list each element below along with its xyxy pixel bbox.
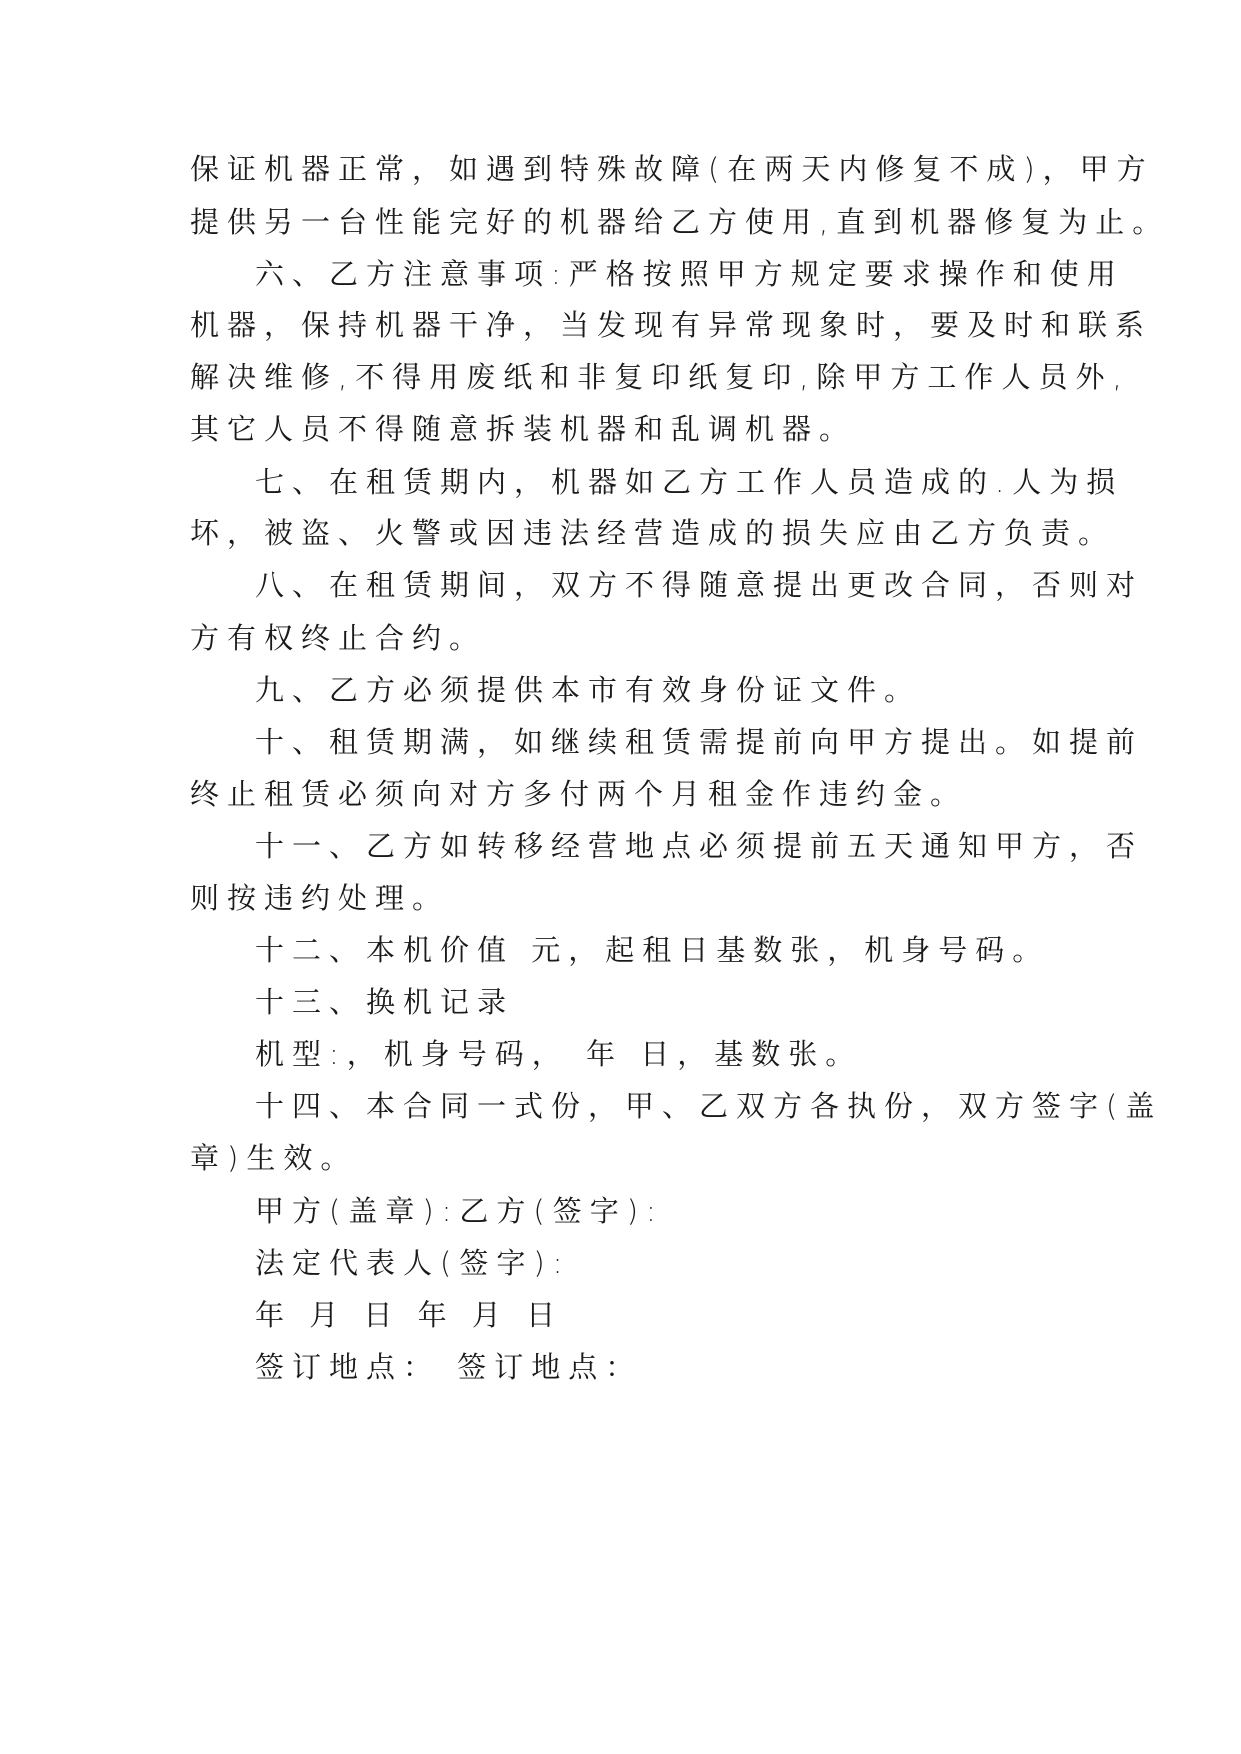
text-line: 机器，保持机器干净，当发现有异常现象时，要及时和联系 <box>190 308 1153 342</box>
text-line: 签订地点： 签订地点： <box>255 1350 643 1384</box>
text-line: 年 月 日 年 月 日 <box>255 1298 564 1332</box>
text-line: 解决维修,不得用废纸和非复印纸复印,除甲方工作人员外, <box>190 360 1130 394</box>
text-line: 则按违约处理。 <box>190 881 450 915</box>
text-line: 坏，被盗、火警或因违法经营造成的损失应由乙方负责。 <box>190 516 1116 550</box>
text-line: 其它人员不得随意拆装机器和乱调机器。 <box>190 412 857 446</box>
text-line: 十一、乙方如转移经营地点必须提前五天通知甲方，否 <box>255 829 1144 863</box>
text-line: 提供另一台性能完好的机器给乙方使用,直到机器修复为止。 <box>190 205 1170 239</box>
text-line: 七、在租赁期内，机器如乙方工作人员造成的.人为损 <box>255 465 1124 499</box>
text-line: 机型:，机身号码， 年 日，基数张。 <box>255 1037 863 1071</box>
text-line: 八、在租赁期间，双方不得随意提出更改合同，否则对 <box>255 568 1144 602</box>
text-line: 法定代表人(签字): <box>255 1246 571 1280</box>
text-line: 六、乙方注意事项:严格按照甲方规定要求操作和使用 <box>255 257 1124 291</box>
text-line: 保证机器正常，如遇到特殊故障(在两天内修复不成)，甲方 <box>190 152 1154 186</box>
text-line: 九、乙方必须提供本市有效身份证文件。 <box>255 673 922 707</box>
text-line: 方有权终止合约。 <box>190 621 487 655</box>
text-line: 十、租赁期满，如继续租赁需提前向甲方提出。如提前 <box>255 725 1144 759</box>
text-line: 十三、换机记录 <box>255 985 515 1019</box>
text-line: 章)生效。 <box>190 1141 358 1175</box>
text-line: 甲方(盖章):乙方(签字): <box>255 1194 664 1228</box>
text-line: 十二、本机价值 元，起租日基数张，机身号码。 <box>255 933 1050 967</box>
text-line: 终止租赁必须向对方多付两个月租金作违约金。 <box>190 777 968 811</box>
text-line: 十四、本合同一式份，甲、乙双方各执份，双方签字(盖 <box>255 1089 1163 1123</box>
